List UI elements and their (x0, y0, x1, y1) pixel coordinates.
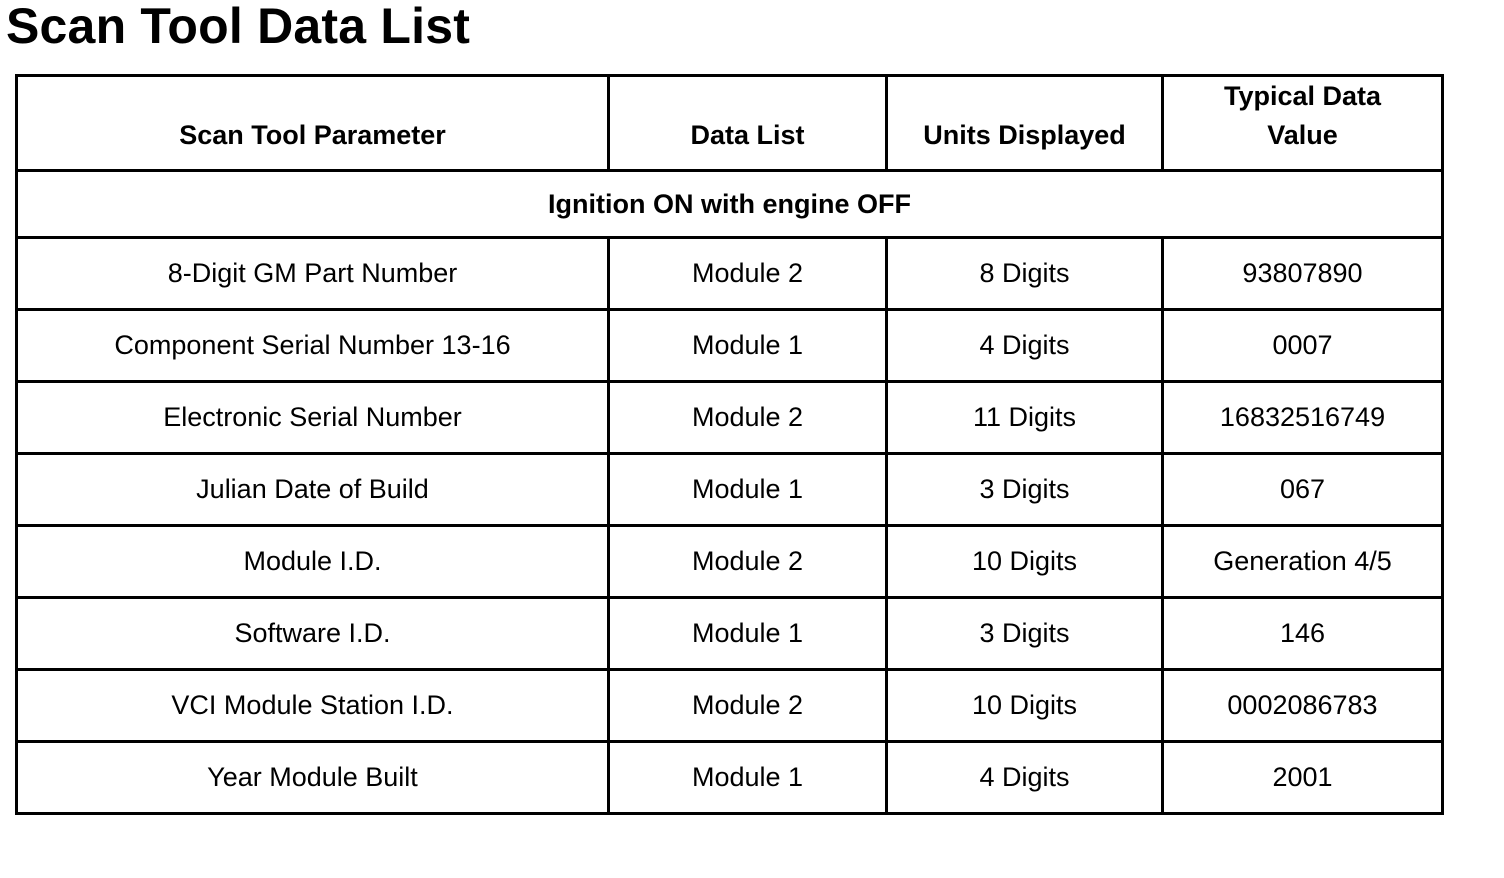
section-label: Ignition ON with engine OFF (17, 171, 1443, 238)
cell-data-list: Module 1 (609, 454, 887, 526)
cell-parameter: Julian Date of Build (17, 454, 609, 526)
header-typical-line-2: Value (1267, 120, 1338, 150)
cell-parameter: Component Serial Number 13-16 (17, 310, 609, 382)
cell-units: 3 Digits (887, 454, 1163, 526)
table-row (17, 526, 1443, 598)
cell-units: 3 Digits (887, 598, 1163, 670)
cell-value: 067 (1163, 454, 1443, 526)
table-row (17, 454, 1443, 526)
cell-value: 0002086783 (1163, 670, 1443, 742)
cell-parameter: Electronic Serial Number (17, 382, 609, 454)
cell-value: 0007 (1163, 310, 1443, 382)
cell-units: 10 Digits (887, 526, 1163, 598)
cell-parameter: Module I.D. (17, 526, 609, 598)
table-row (17, 382, 1443, 454)
cell-data-list: Module 2 (609, 238, 887, 310)
cell-units: 10 Digits (887, 670, 1163, 742)
cell-value: 146 (1163, 598, 1443, 670)
table-row (17, 670, 1443, 742)
page-title: Scan Tool Data List (6, 0, 471, 54)
cell-data-list: Module 1 (609, 742, 887, 814)
cell-value: 16832516749 (1163, 382, 1443, 454)
table-row (17, 238, 1443, 310)
cell-data-list: Module 2 (609, 382, 887, 454)
table-header-row (17, 76, 1443, 171)
cell-data-list: Module 2 (609, 526, 887, 598)
header-units-displayed: Units Displayed (887, 76, 1163, 171)
cell-parameter: Year Module Built (17, 742, 609, 814)
header-typical-line-1: Typical Data (1223, 81, 1382, 111)
header-typical-data-value (1163, 76, 1443, 171)
cell-units: 4 Digits (887, 742, 1163, 814)
cell-data-list: Module 1 (609, 598, 887, 670)
cell-parameter: 8-Digit GM Part Number (17, 238, 609, 310)
cell-units: 4 Digits (887, 310, 1163, 382)
cell-value: Generation 4/5 (1163, 526, 1443, 598)
table-row (17, 742, 1443, 814)
cell-value: 2001 (1163, 742, 1443, 814)
header-scan-tool-parameter: Scan Tool Parameter (17, 76, 609, 171)
table-row (17, 598, 1443, 670)
cell-parameter: VCI Module Station I.D. (17, 670, 609, 742)
cell-units: 11 Digits (887, 382, 1163, 454)
cell-value: 93807890 (1163, 238, 1443, 310)
section-row (17, 171, 1443, 238)
scan-tool-data-table (15, 74, 1444, 815)
cell-data-list: Module 2 (609, 670, 887, 742)
table-row (17, 310, 1443, 382)
cell-data-list: Module 1 (609, 310, 887, 382)
cell-units: 8 Digits (887, 238, 1163, 310)
cell-parameter: Software I.D. (17, 598, 609, 670)
header-data-list: Data List (609, 76, 887, 171)
